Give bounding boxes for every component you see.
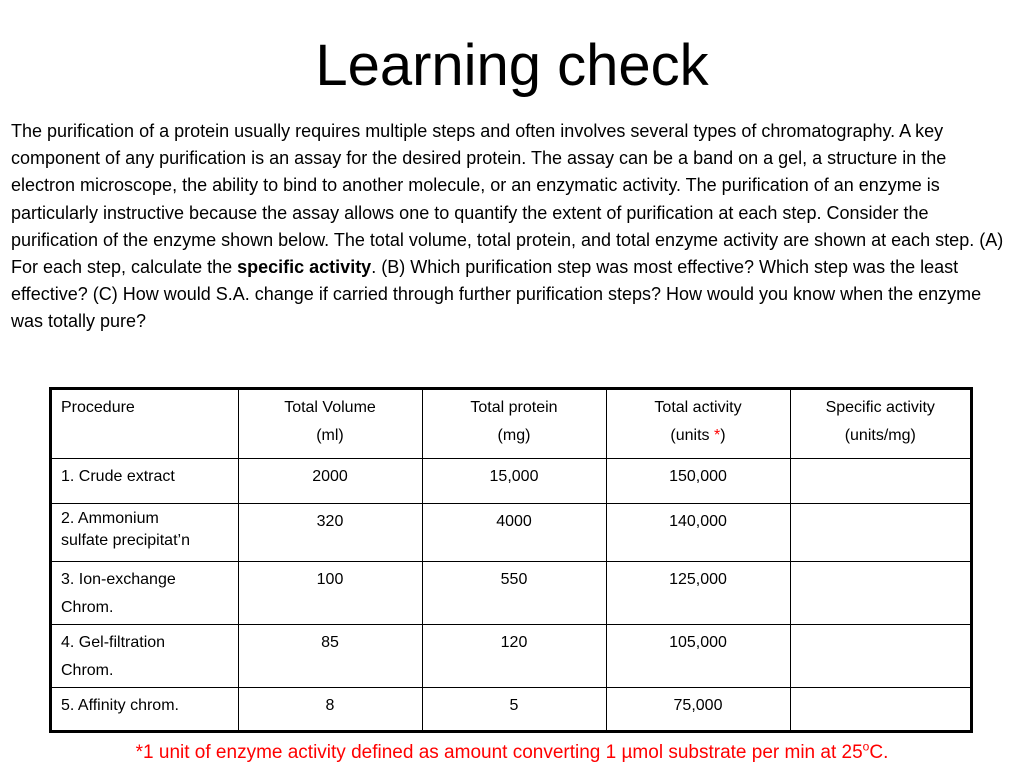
specific-activity-cell <box>790 458 970 503</box>
header-specific-activity <box>790 390 970 458</box>
table-row <box>52 458 970 503</box>
specific-activity-cell <box>790 503 970 561</box>
table-row <box>52 624 970 687</box>
procedure-name: 3. Ion-exchange <box>61 570 176 588</box>
activity-cell: 105,000 <box>606 624 790 687</box>
header-total-volume <box>238 390 422 458</box>
specific-activity-cell <box>790 624 970 687</box>
header-total-protein-unit: (mg) <box>497 427 531 444</box>
specific-activity-cell <box>790 687 970 730</box>
activity-cell: 125,000 <box>606 561 790 624</box>
slide-title: Learning check <box>315 33 709 98</box>
degree-superscript: o <box>862 739 870 754</box>
activity-cell: 150,000 <box>606 458 790 503</box>
header-total-activity <box>606 390 790 458</box>
purification-table-frame <box>49 387 973 733</box>
activity-cell: 140,000 <box>606 503 790 561</box>
header-total-volume-label: Total Volume <box>284 399 376 416</box>
specific-activity-term: specific activity <box>237 257 372 278</box>
activity-cell: 75,000 <box>606 687 790 730</box>
question-paragraph <box>11 118 1015 336</box>
protein-cell: 550 <box>422 561 606 624</box>
procedure-cell <box>52 624 238 687</box>
footnote-text-end: C. <box>869 742 889 763</box>
protein-cell: 120 <box>422 624 606 687</box>
procedure-name: 5. Affinity chrom. <box>61 696 179 714</box>
volume-cell: 2000 <box>238 458 422 503</box>
procedure-name: 1. Crude extract <box>61 467 175 485</box>
procedure-name-cont: sulfate precipitat’n <box>61 531 190 549</box>
table-row <box>52 503 970 561</box>
header-total-volume-unit: (ml) <box>316 427 344 444</box>
header-procedure-label: Procedure <box>61 399 135 416</box>
procedure-name-cont: Chrom. <box>61 661 114 679</box>
table-header-row <box>52 390 970 458</box>
protein-cell: 4000 <box>422 503 606 561</box>
procedure-cell <box>52 561 238 624</box>
unit-suffix: ) <box>720 427 726 444</box>
procedure-cell <box>52 458 238 503</box>
unit-prefix: (units <box>670 427 714 444</box>
question-text-part-2: . (B) Which purification step was most effective? Which step was the least effective? (C) How would S.A. change if carried through further purification steps? How would you know when the enzyme was totally pure? <box>11 257 982 332</box>
volume-cell: 100 <box>238 561 422 624</box>
purification-table <box>52 390 970 730</box>
procedure-name: 4. Gel-filtration <box>61 633 166 651</box>
table-row <box>52 687 970 730</box>
procedure-name-cont: Chrom. <box>61 598 114 616</box>
procedure-name: 2. Ammonium <box>61 509 159 527</box>
header-total-protein-label: Total protein <box>470 399 558 416</box>
protein-cell: 15,000 <box>422 458 606 503</box>
footnote-asterisk: * <box>714 427 721 444</box>
volume-cell: 320 <box>238 503 422 561</box>
header-specific-activity-unit: (units/mg) <box>844 427 916 444</box>
footnote-text: *1 unit of enzyme activity defined as amount converting 1 µmol substrate per min at 25 <box>135 742 863 763</box>
header-total-protein <box>422 390 606 458</box>
header-total-activity-label: Total activity <box>654 399 742 416</box>
question-text-part-1: The purification of a protein usually requires multiple steps and often involves several types of chromatography. A key component of any purification is an assay for the desired protein. The assay can be a band on a gel, a structure in the electron microscope, the ability to bind to another molecule, or an enzymatic activity. The purification of an enzyme is particularly instructive because the assay allows one to quantify the extent of purification at each step. Consider the purification of the enzyme shown below. The total volume, total protein, and total enzyme activity are shown at each step. (A) For each step, calculate the <box>11 121 1004 278</box>
unit-definition-footnote <box>0 740 1024 766</box>
volume-cell: 85 <box>238 624 422 687</box>
specific-activity-cell <box>790 561 970 624</box>
header-specific-activity-label: Specific activity <box>825 399 935 416</box>
volume-cell: 8 <box>238 687 422 730</box>
procedure-cell <box>52 687 238 730</box>
header-total-activity-unit <box>616 422 781 450</box>
table-row <box>52 561 970 624</box>
protein-cell: 5 <box>422 687 606 730</box>
procedure-cell <box>52 503 238 561</box>
header-procedure <box>52 390 238 458</box>
